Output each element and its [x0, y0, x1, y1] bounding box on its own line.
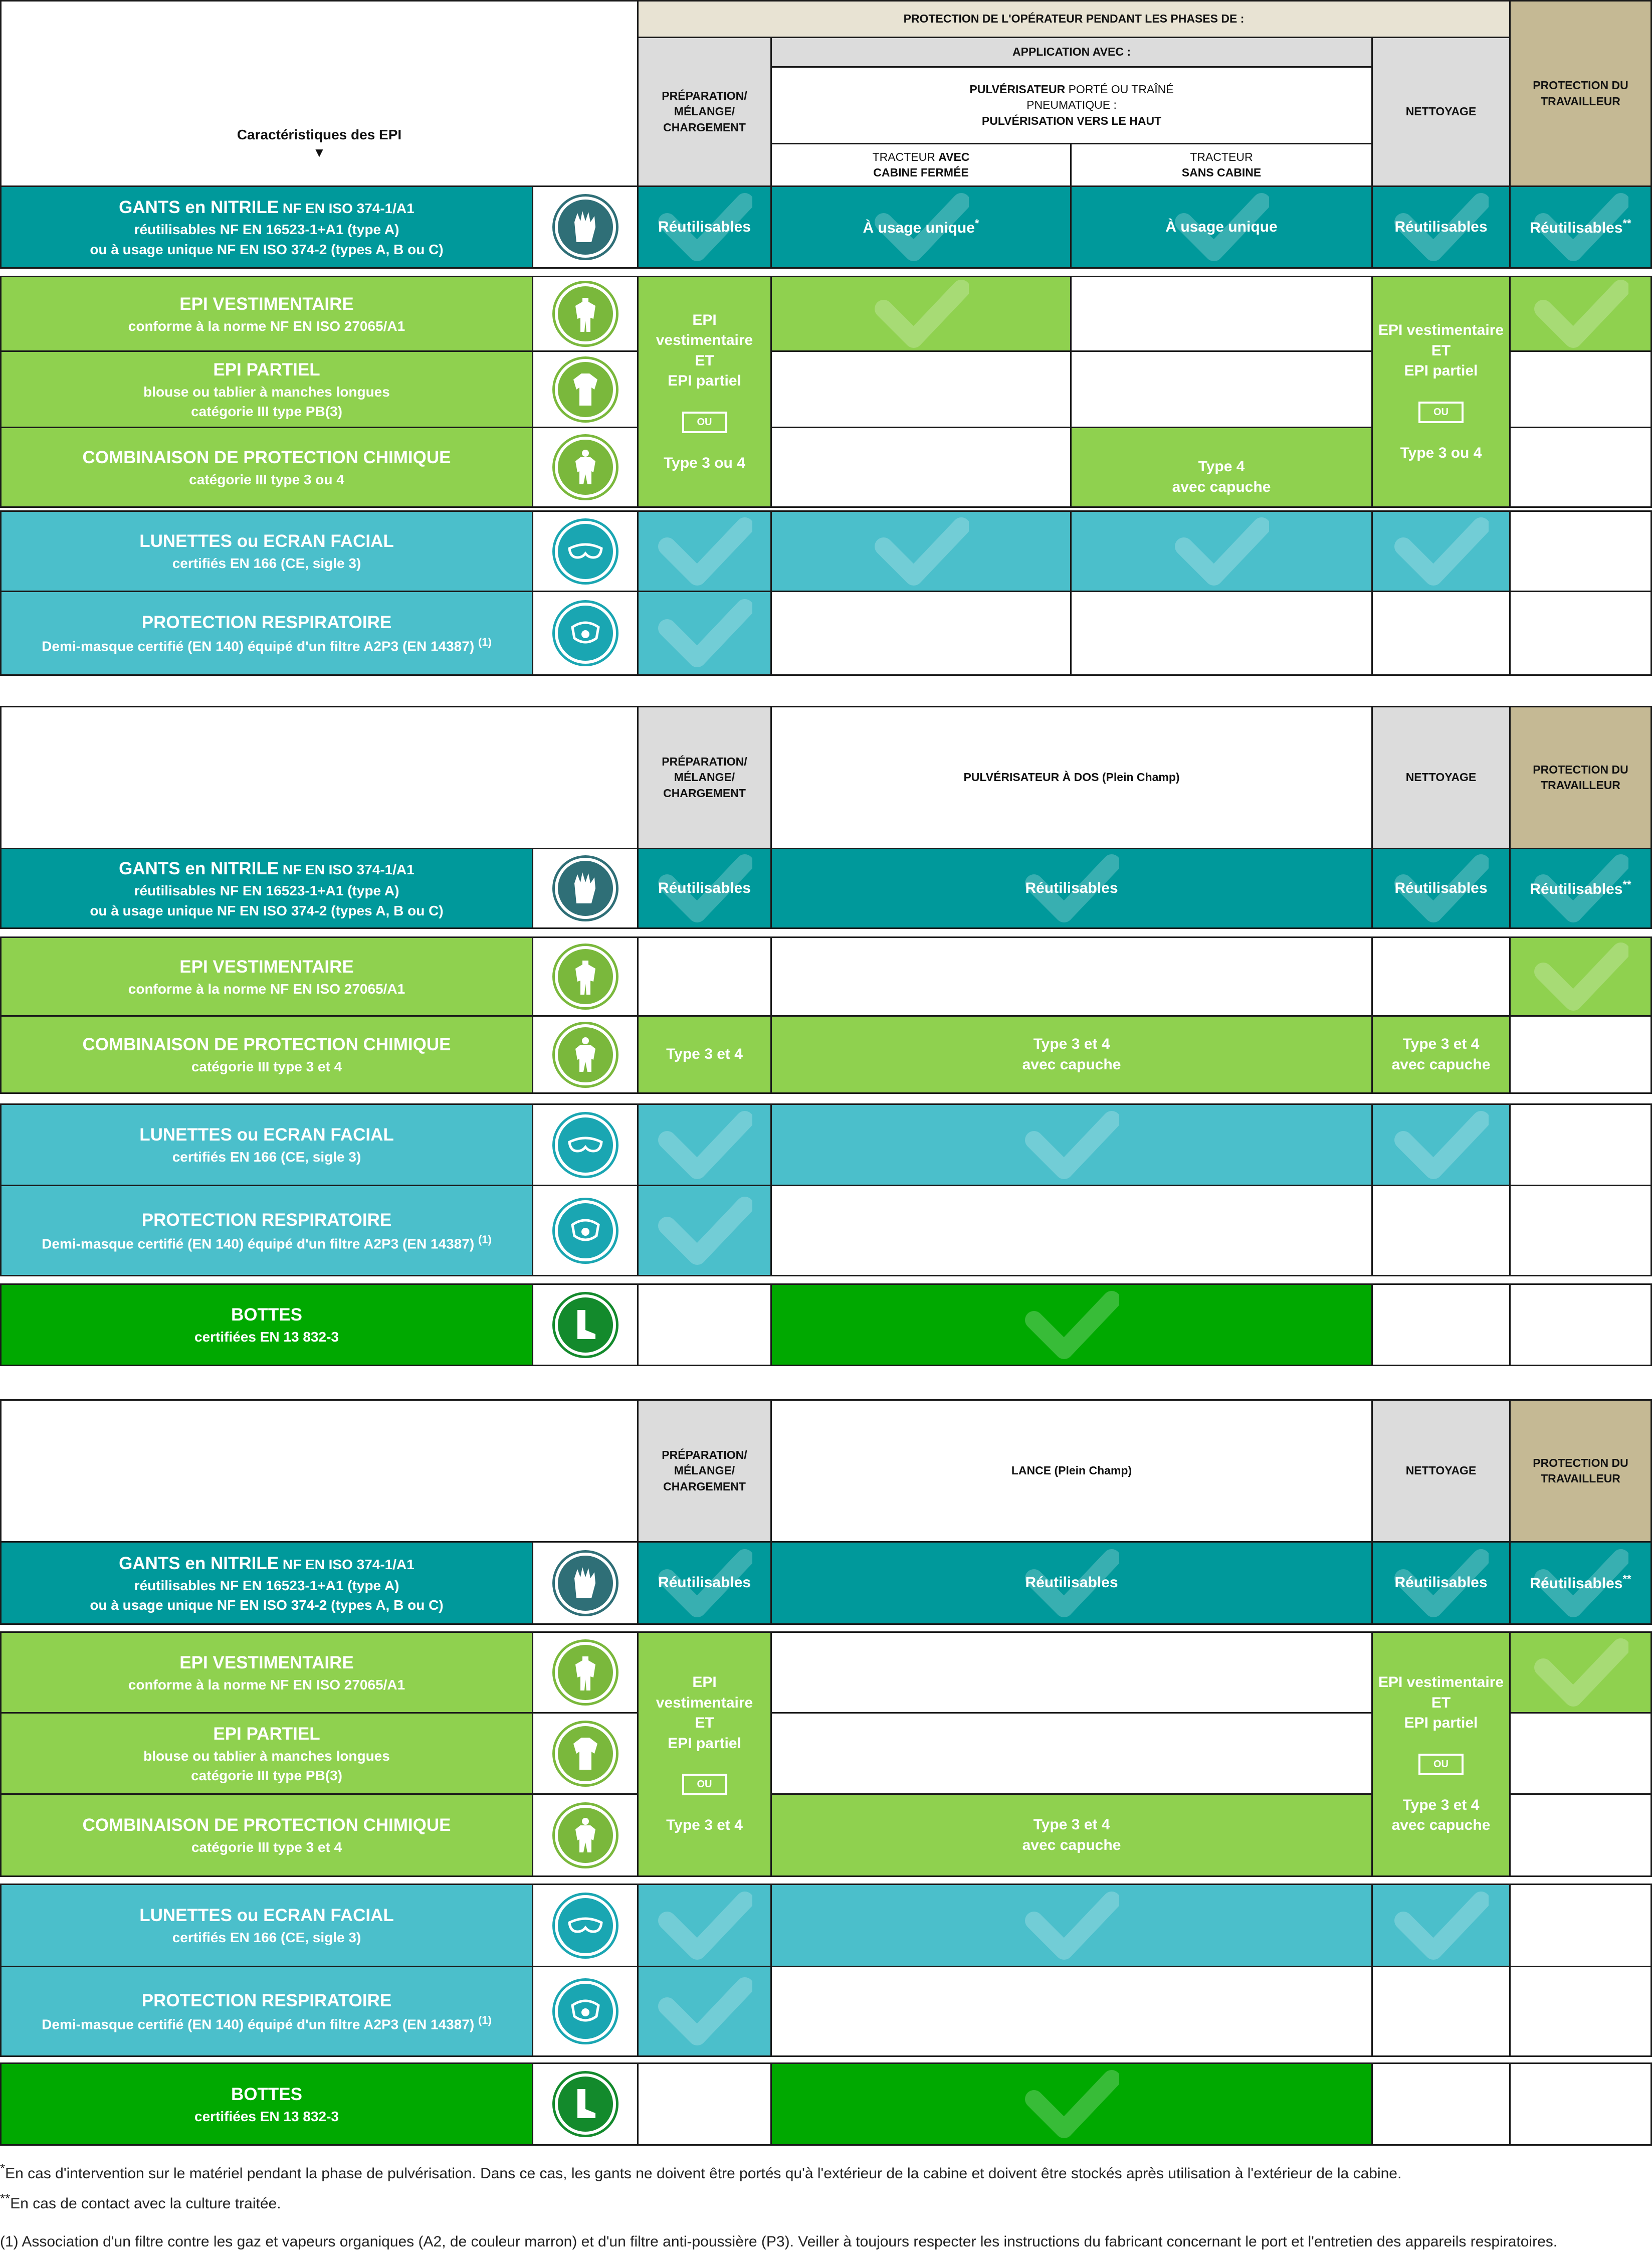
cell-epi-prep-merged: EPI vestimentaire ET EPI partiel OU Type 3 et 4 — [637, 1631, 772, 1877]
checkmark-icon — [657, 516, 752, 587]
cell-lunettes-lance — [770, 1884, 1373, 1967]
cell-gants-avec-cabine: À usage unique* — [770, 185, 1072, 269]
checkmark-icon — [874, 279, 969, 349]
label-lunettes: LUNETTES ou ECRAN FACIAL certifiés EN 166 (CE, sigle 3) — [0, 1884, 533, 1967]
footnote-3: (1) Association d'un filtre contre les gaz et vapeurs organiques (A2, de couleur marron) et d'un filtre anti-poussière (P3). Veiller à toujours respecter les instructions du fabricant concernant le port et l'entretien des appareils respiratoires. — [0, 2233, 1558, 2250]
label-epi-partiel: EPI PARTIEL blouse ou tablier à manches longues catégorie III type PB(3) — [0, 1712, 533, 1795]
checkmark-icon — [1174, 516, 1269, 587]
cell-resp-travailleur — [1509, 591, 1652, 676]
cell-gants-nettoyage: Réutilisables — [1371, 185, 1511, 269]
chemical-suit-icon-cell — [532, 427, 639, 508]
cell-resp-prep — [637, 591, 772, 676]
cell-gants-sans-cabine: À usage unique — [1070, 185, 1373, 269]
cell-resp-prep — [637, 1185, 772, 1276]
cell-lunettes-dos — [770, 1103, 1373, 1186]
cell-partiel-avec-cabine — [770, 350, 1072, 428]
cell-vest-travailleur — [1509, 276, 1652, 352]
cell-bottes-travailleur — [1509, 1283, 1652, 1366]
chemical-suit-icon-cell — [532, 1793, 639, 1877]
cell-resp-lance — [770, 1966, 1373, 2057]
coverall-icon-cell — [532, 936, 639, 1017]
checkmark-icon — [1533, 279, 1628, 349]
cell-lunettes-nettoyage — [1371, 510, 1511, 592]
cell-lunettes-travailleur — [1509, 1884, 1652, 1967]
checkmark-icon — [657, 1891, 752, 1961]
chemical-suit-icon — [555, 1805, 616, 1866]
cell-combi-prep: Type 3 et 4 — [637, 1015, 772, 1094]
cell-bottes-nettoyage — [1371, 2062, 1511, 2146]
cell-lunettes-travailleur — [1509, 1103, 1652, 1186]
header-caracteristiques: Caractéristiques des EPI ▼ — [0, 0, 639, 187]
label-epi-vestimentaire: EPI VESTIMENTAIRE conforme à la norme NF EN ISO 27065/A1 — [0, 276, 533, 352]
goggles-icon — [555, 521, 616, 582]
label-epi-vestimentaire: EPI VESTIMENTAIRE conforme à la norme NF EN ISO 27065/A1 — [0, 1631, 533, 1714]
boots-icon — [555, 1294, 616, 1356]
checkmark-icon — [1533, 1637, 1628, 1708]
checkmark-icon — [1533, 942, 1628, 1012]
cell-lunettes-prep — [637, 510, 772, 592]
label-gants: GANTS en NITRILE NF EN ISO 374-1/A1 réutilisables NF EN 16523-1+A1 (type A) ou à usage unique NF EN ISO 374-2 (types A, B ou C) — [0, 1541, 533, 1625]
cell-combi-travailleur — [1509, 1793, 1652, 1877]
cell-resp-nettoyage — [1371, 1185, 1511, 1276]
cell-lunettes-nettoyage — [1371, 1884, 1511, 1967]
apron-icon-cell — [532, 1712, 639, 1795]
coverall-icon-cell — [532, 276, 639, 352]
boots-icon-cell — [532, 2062, 639, 2146]
checkmark-icon — [1024, 1891, 1119, 1961]
chemical-suit-icon-cell — [532, 1015, 639, 1094]
cell-epi-nettoyage-merged: EPI vestimentaire ET EPI partiel OU Type 3 ou 4 — [1371, 276, 1511, 508]
cell-vest-avec-cabine — [770, 276, 1072, 352]
footnote-1: *En cas d'intervention sur le matériel pendant la phase de pulvérisation. Dans ce cas, les gants ne doivent être portés qu'à l'extérieur de la cabine et doivent être stockés après utilisation à l'extérieur de la cabine. — [0, 2161, 1402, 2182]
checkmark-icon — [874, 516, 969, 587]
cell-vest-travailleur — [1509, 1631, 1652, 1714]
cell-bottes-dos — [770, 1283, 1373, 1366]
label-combinaison: COMBINAISON DE PROTECTION CHIMIQUE catégorie III type 3 et 4 — [0, 1793, 533, 1877]
cell-combi-avec-cabine — [770, 427, 1072, 508]
respirator-icon-cell — [532, 1185, 639, 1276]
label-combinaison: COMBINAISON DE PROTECTION CHIMIQUE catégorie III type 3 ou 4 — [0, 427, 533, 508]
goggles-icon — [555, 1895, 616, 1956]
label-lunettes: LUNETTES ou ECRAN FACIAL certifiés EN 166 (CE, sigle 3) — [0, 1103, 533, 1186]
cell-partiel-travailleur — [1509, 1712, 1652, 1795]
cell-vest-prep — [637, 936, 772, 1017]
cell-epi-nettoyage-merged: EPI vestimentaire ET EPI partiel OU Type 3 et 4 avec capuche — [1371, 1631, 1511, 1877]
cell-resp-travailleur — [1509, 1966, 1652, 2057]
gloves-icon — [555, 858, 616, 919]
label-bottes: BOTTES certifiées EN 13 832-3 — [0, 1283, 533, 1366]
cell-bottes-travailleur — [1509, 2062, 1652, 2146]
cell-gants-dos: Réutilisables — [770, 848, 1373, 929]
gloves-icon-cell — [532, 185, 639, 269]
cell-lunettes-travailleur — [1509, 510, 1652, 592]
cell-resp-prep — [637, 1966, 772, 2057]
cell-gants-travailleur: Réutilisables** — [1509, 1541, 1652, 1625]
boots-icon — [555, 2074, 616, 2135]
header-protection-travailleur: PROTECTION DU TRAVAILLEUR — [1509, 1399, 1652, 1543]
checkmark-icon — [657, 598, 752, 668]
cell-combi-nettoyage: Type 3 et 4 avec capuche — [1371, 1015, 1511, 1094]
cell-vest-sans-cabine — [1070, 276, 1373, 352]
cell-bottes-lance — [770, 2062, 1373, 2146]
cell-combi-travailleur — [1509, 1015, 1652, 1094]
header-protection-travailleur: PROTECTION DU TRAVAILLEUR — [1509, 706, 1652, 849]
cell-gants-prep: Réutilisables — [637, 185, 772, 269]
cell-partiel-lance — [770, 1712, 1373, 1795]
goggles-icon-cell — [532, 1103, 639, 1186]
coverall-icon — [555, 946, 616, 1007]
cell-gants-nettoyage: Réutilisables — [1371, 1541, 1511, 1625]
cell-resp-avec-cabine — [770, 591, 1072, 676]
cell-gants-lance: Réutilisables — [770, 1541, 1373, 1625]
header-preparation: PRÉPARATION/ MÉLANGE/ CHARGEMENT — [637, 706, 772, 849]
label-combinaison: COMBINAISON DE PROTECTION CHIMIQUE catégorie III type 3 et 4 — [0, 1015, 533, 1094]
header-tracteur-avec: TRACTEUR AVEC CABINE FERMÉE — [770, 143, 1072, 187]
cell-lunettes-nettoyage — [1371, 1103, 1511, 1186]
cell-resp-nettoyage — [1371, 591, 1511, 676]
apron-icon — [555, 359, 616, 420]
cell-partiel-sans-cabine — [1070, 350, 1373, 428]
header-nettoyage: NETTOYAGE — [1371, 706, 1511, 849]
coverall-icon — [555, 283, 616, 344]
checkmark-icon — [657, 1110, 752, 1180]
cell-resp-sans-cabine — [1070, 591, 1373, 676]
coverall-icon — [555, 1642, 616, 1703]
cell-resp-travailleur — [1509, 1185, 1652, 1276]
gloves-icon-cell — [532, 848, 639, 929]
cell-gants-travailleur: Réutilisables** — [1509, 848, 1652, 929]
header-pulverisateur: PULVÉRISATEUR PORTÉ OU TRAÎNÉ PNEUMATIQUE : PULVÉRISATION VERS LE HAUT — [770, 66, 1373, 144]
cell-combi-lance: Type 3 et 4 avec capuche — [770, 1793, 1373, 1877]
checkmark-icon — [657, 1976, 752, 2046]
footnote-2: **En cas de contact avec la culture traitée. — [0, 2191, 281, 2212]
checkmark-icon — [1393, 1110, 1489, 1180]
cell-vest-dos — [770, 936, 1373, 1017]
cell-vest-nettoyage — [1371, 936, 1511, 1017]
chemical-suit-icon — [555, 437, 616, 498]
header-nettoyage: NETTOYAGE — [1371, 37, 1511, 187]
cell-partiel-travailleur — [1509, 350, 1652, 428]
boots-icon-cell — [532, 1283, 639, 1366]
label-epi-vestimentaire: EPI VESTIMENTAIRE conforme à la norme NF EN ISO 27065/A1 — [0, 936, 533, 1017]
goggles-icon-cell — [532, 1884, 639, 1967]
cell-combi-travailleur — [1509, 427, 1652, 508]
goggles-icon — [555, 1114, 616, 1176]
cell-lunettes-prep — [637, 1103, 772, 1186]
label-gants: GANTS en NITRILE NF EN ISO 374-1/A1 réutilisables NF EN 16523-1+A1 (type A) ou à usage unique NF EN ISO 374-2 (types A, B ou C) — [0, 848, 533, 929]
apron-icon-cell — [532, 350, 639, 428]
cell-vest-lance — [770, 1631, 1373, 1714]
respirator-icon — [555, 1200, 616, 1261]
header-blank — [0, 1399, 639, 1543]
header-nettoyage: NETTOYAGE — [1371, 1399, 1511, 1543]
cell-bottes-prep — [637, 2062, 772, 2146]
checkmark-icon — [1393, 1891, 1489, 1961]
goggles-icon-cell — [532, 510, 639, 592]
label-epi-partiel: EPI PARTIEL blouse ou tablier à manches longues catégorie III type PB(3) — [0, 350, 533, 428]
label-respiratoire: PROTECTION RESPIRATOIRE Demi-masque certifié (EN 140) équipé d'un filtre A2P3 (EN 14387) $^{(1)}$ — [0, 1966, 533, 2057]
header-preparation: PRÉPARATION/ MÉLANGE/ CHARGEMENT — [637, 37, 772, 187]
header-tracteur-sans: TRACTEUR SANS CABINE — [1070, 143, 1373, 187]
cell-vest-travailleur — [1509, 936, 1652, 1017]
header-application-avec: APPLICATION AVEC : — [770, 37, 1373, 68]
header-blank — [0, 706, 639, 849]
cell-bottes-nettoyage — [1371, 1283, 1511, 1366]
header-lance: LANCE (Plein Champ) — [770, 1399, 1373, 1543]
gloves-icon — [555, 197, 616, 258]
cell-lunettes-sans-cabine — [1070, 510, 1373, 592]
header-preparation: PRÉPARATION/ MÉLANGE/ CHARGEMENT — [637, 1399, 772, 1543]
cell-gants-prep: Réutilisables — [637, 848, 772, 929]
label-respiratoire: PROTECTION RESPIRATOIRE Demi-masque certifié (EN 140) équipé d'un filtre A2P3 (EN 14387) $^{(1)}$ — [0, 591, 533, 676]
gloves-icon — [555, 1553, 616, 1614]
respirator-icon — [555, 1981, 616, 2042]
coverall-icon-cell — [532, 1631, 639, 1714]
cell-bottes-prep — [637, 1283, 772, 1366]
checkmark-icon — [1024, 1290, 1119, 1360]
header-pulverisateur-dos: PULVÉRISATEUR À DOS (Plein Champ) — [770, 706, 1373, 849]
checkmark-icon — [1393, 516, 1489, 587]
cell-lunettes-prep — [637, 1884, 772, 1967]
cell-gants-prep: Réutilisables — [637, 1541, 772, 1625]
cell-combi-dos: Type 3 et 4 avec capuche — [770, 1015, 1373, 1094]
label-bottes: BOTTES certifiées EN 13 832-3 — [0, 2062, 533, 2146]
chemical-suit-icon — [555, 1024, 616, 1085]
apron-icon — [555, 1723, 616, 1784]
cell-resp-nettoyage — [1371, 1966, 1511, 2057]
cell-combi-sans-cabine: Type 4 avec capuche — [1070, 427, 1373, 508]
cell-resp-dos — [770, 1185, 1373, 1276]
checkmark-icon — [1024, 2069, 1119, 2139]
cell-gants-nettoyage: Réutilisables — [1371, 848, 1511, 929]
label-respiratoire: PROTECTION RESPIRATOIRE Demi-masque certifié (EN 140) équipé d'un filtre A2P3 (EN 14387) $^{(1)}$ — [0, 1185, 533, 1276]
label-lunettes: LUNETTES ou ECRAN FACIAL certifiés EN 166 (CE, sigle 3) — [0, 510, 533, 592]
respirator-icon-cell — [532, 1966, 639, 2057]
header-protection-travailleur: PROTECTION DU TRAVAILLEUR — [1509, 0, 1652, 187]
respirator-icon — [555, 603, 616, 664]
cell-epi-prep-merged: EPI vestimentaire ET EPI partiel OU Type 3 ou 4 — [637, 276, 772, 508]
gloves-icon-cell — [532, 1541, 639, 1625]
checkmark-icon — [657, 1196, 752, 1266]
checkmark-icon — [1024, 1110, 1119, 1180]
header-top-banner: PROTECTION DE L'OPÉRATEUR PENDANT LES PHASES DE : — [637, 0, 1511, 38]
respirator-icon-cell — [532, 591, 639, 676]
cell-lunettes-avec-cabine — [770, 510, 1072, 592]
label-gants: GANTS en NITRILE NF EN ISO 374-1/A1 réutilisables NF EN 16523-1+A1 (type A) ou à usage unique NF EN ISO 374-2 (types A, B ou C) — [0, 185, 533, 269]
cell-gants-travailleur: Réutilisables** — [1509, 185, 1652, 269]
